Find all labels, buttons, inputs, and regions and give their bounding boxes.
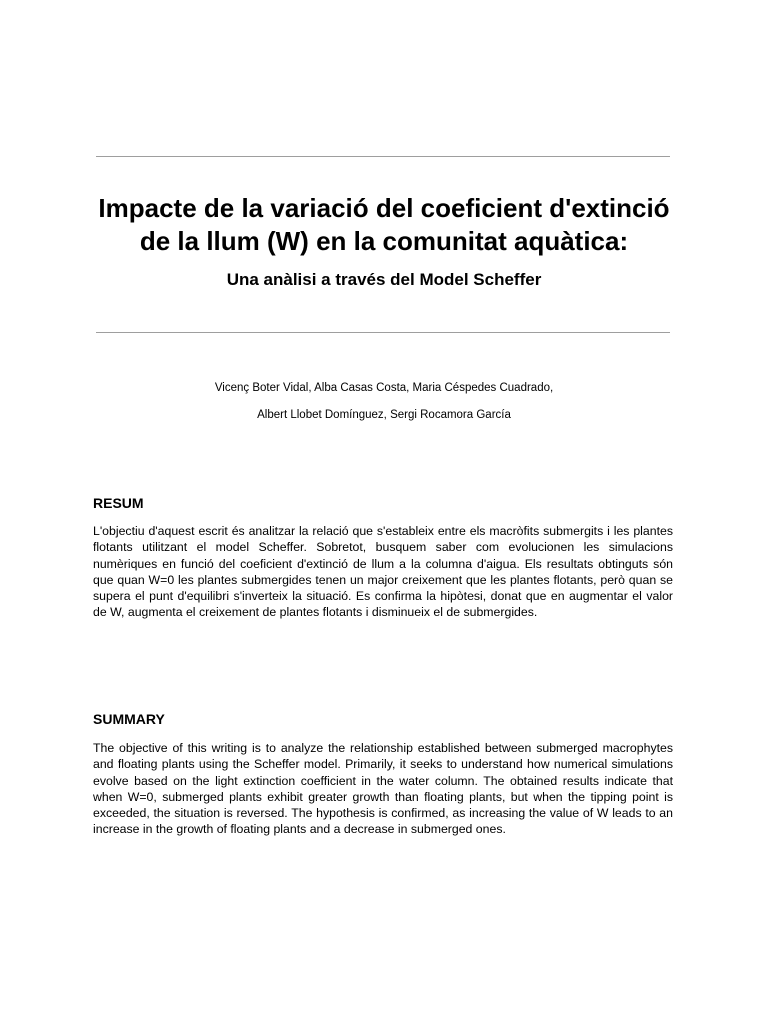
resum-paragraph: L'objectiu d'aquest escrit és analitzar la relació que s'estableix entre els macròfits submergits i les plantes flotants utilitzant el model Scheffer. Sobretot, busquem saber com evolucionen les simulacions numèriques en funció del coeficient d'extinció de llum a la columna d'aigua. Els resultats obtinguts són que quan W=0 les plantes submergides tenen un major creixement que les plantes flotants, però quan se supera el punt d'equilibri s'inverteix la situació. Es confirma la hipòtesi, donat que en augmentar el valor de W, augmenta el creixement de plantes flotants i disminueix el de submergides. xyxy=(93,524,673,620)
authors-line-2: Albert Llobet Domínguez, Sergi Rocamora García xyxy=(257,409,511,421)
summary-paragraph: The objective of this writing is to analyze the relationship established between submerged macrophytes and floating plants using the Scheffer model. Primarily, it seeks to understand how numerical simulations evolve based on the light extinction coefficient in the water column. The obtained results indicate that when W=0, submerged plants exhibit greater growth than floating plants, but when the tipping point is exceeded, the situation is reversed. The hypothesis is confirmed, as increasing the value of W leads to an increase in the growth of floating plants and a decrease in submerged ones. xyxy=(93,741,673,837)
bottom-divider xyxy=(96,332,670,333)
top-divider xyxy=(96,156,670,157)
title-line-1: Impacte de la variació del coeficient d'extinció xyxy=(98,193,670,223)
summary-heading: SUMMARY xyxy=(93,711,165,727)
title-line-2: de la llum (W) en la comunitat aquàtica: xyxy=(139,226,629,256)
paper-title xyxy=(60,192,708,258)
authors-line-1: Vicenç Boter Vidal, Alba Casas Costa, Maria Céspedes Cuadrado, xyxy=(214,382,554,394)
paper-subtitle: Una anàlisi a través del Model Scheffer xyxy=(226,270,542,289)
resum-heading: RESUM xyxy=(93,495,144,511)
